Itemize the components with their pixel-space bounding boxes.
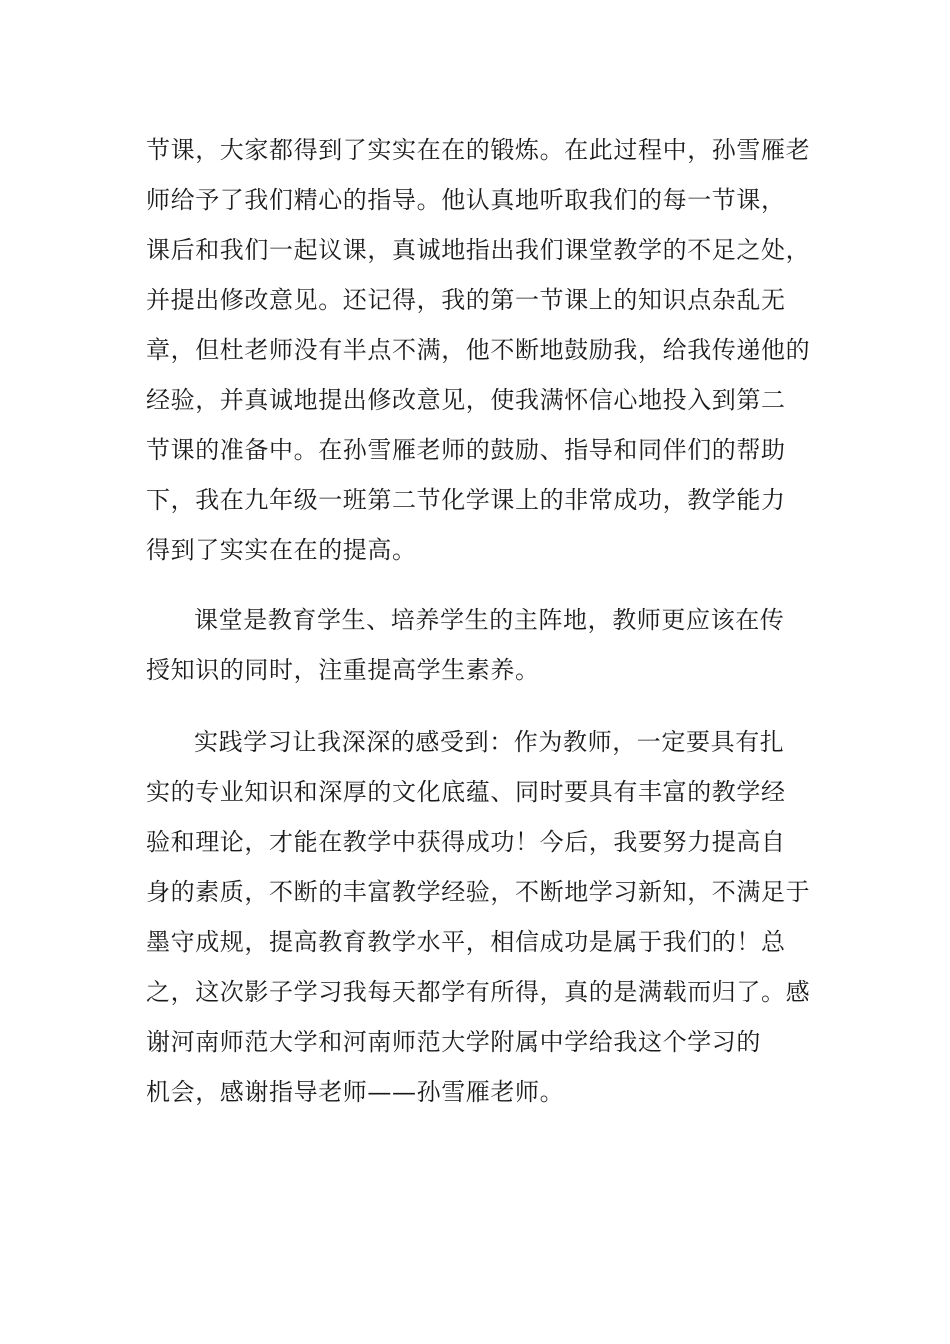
paragraph-3-line-4: 身的素质，不断的丰富教学经验，不断地学习新知，不满足于 <box>146 878 811 906</box>
paragraph-3-line-8: 机会，感谢指导老师——孙雪雁老师。 <box>146 1078 565 1106</box>
paragraph-1-line-8: 下，我在九年级一班第二节化学课上的非常成功，教学能力 <box>146 486 786 514</box>
paragraph-3-line-2: 实的专业知识和深厚的文化底蕴、同时要具有丰富的教学经 <box>146 778 786 806</box>
paragraph-3-line-6: 之，这次影子学习我每天都学有所得，真的是满载而归了。感 <box>146 978 811 1006</box>
paragraph-3-line-7: 谢河南师范大学和河南师范大学附属中学给我这个学习的 <box>146 1028 761 1056</box>
paragraph-2-line-2: 授知识的同时，注重提高学生素养。 <box>146 656 540 684</box>
paragraph-1-line-3: 课后和我们一起议课，真诚地指出我们课堂教学的不足之处， <box>146 236 811 264</box>
paragraph-2-line-1: 课堂是教育学生、培养学生的主阵地，教师更应该在传 <box>194 606 785 634</box>
paragraph-3-line-3: 验和理论，才能在教学中获得成功！今后，我要努力提高自 <box>146 828 786 856</box>
paragraph-1-line-6: 经验，并真诚地提出修改意见，使我满怀信心地投入到第二 <box>146 386 786 414</box>
paragraph-1-line-4: 并提出修改意见。还记得，我的第一节课上的知识点杂乱无 <box>146 286 786 314</box>
paragraph-1-line-1: 节课，大家都得到了实实在在的锻炼。在此过程中，孙雪雁老 <box>146 136 811 164</box>
paragraph-3-line-5: 墨守成规，提高教育教学水平，相信成功是属于我们的！总 <box>146 928 786 956</box>
paragraph-3-line-1: 实践学习让我深深的感受到：作为教师，一定要具有扎 <box>194 728 785 756</box>
paragraph-1-line-7: 节课的准备中。在孙雪雁老师的鼓励、指导和同伴们的帮助 <box>146 436 786 464</box>
paragraph-1-line-5: 章，但杜老师没有半点不满，他不断地鼓励我，给我传递他的 <box>146 336 811 364</box>
paragraph-1-line-9: 得到了实实在在的提高。 <box>146 536 417 564</box>
paragraph-1-line-2: 师给予了我们精心的指导。他认真地听取我们的每一节课， <box>146 186 786 214</box>
